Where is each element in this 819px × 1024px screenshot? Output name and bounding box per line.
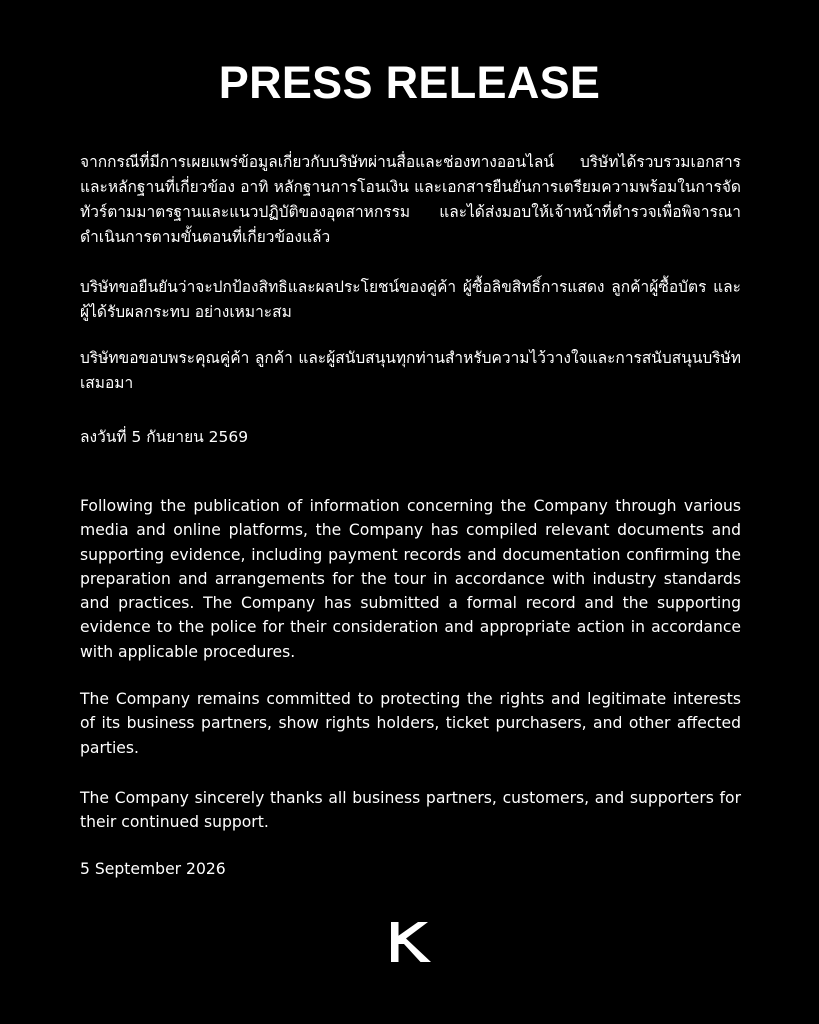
thai-paragraph-1: จากกรณีที่มีการเผยแพร่ข้อมูลเกี่ยวกับบริษัทผ่านสื่อและช่องทางออนไลน์ บริษัทได้รวบรวมเอกสารและหลักฐานที่เกี่ยวข้อง อาทิ หลักฐานการโอนเงิน และเอกสารยืนยันการเตรียมความพร้อมในการจัดทัวร์ตามมาตรฐานและแนวปฏิบัติของอุตสาหกรรม และได้ส่งมอบให้เจ้าหน้าที่ตำรวจเพื่อพิจารณาดำเนินการตามขั้นตอนที่เกี่ยวข้องแล้ว [80,153,741,246]
k-logo-arms [396,922,431,962]
english-paragraph-2: The Company remains committed to protecting the rights and legitimate interests of its business partners, show rights holders, ticket purchasers, and other affected parties. [80,690,741,757]
thai-paragraph-3: บริษัทขอขอบพระคุณคู่ค้า ลูกค้า และผู้สนับสนุนทุกท่านสำหรับความไว้วางใจและการสนับสนุนบริษัทเสมอมา [80,349,741,392]
english-paragraph-3: The Company sincerely thanks all business partners, customers, and supporters for their continued support. [80,789,741,832]
thai-date: ลงวันที่ 5 กันยายน 2569 [80,428,249,446]
english-paragraph-1: Following the publication of information concerning the Company through various media and online platforms, the Company has compiled relevant documents and supporting evidence, including payment records and documentation confirming the preparation and arrangements for the tour in accordance with industry standards and practices. The Company has submitted a formal record and the supporting evidence to the police for their consideration and appropriate action in accordance with applicable procedures. [80,497,741,661]
thai-paragraph-2: บริษัทขอยืนยันว่าจะปกป้องสิทธิและผลประโยชน์ของคู่ค้า ผู้ซื้อลิขสิทธิ์การแสดง ลูกค้าผู้ซื้อบัตร และผู้ได้รับผลกระทบ อย่างเหมาะสม [80,278,741,321]
k-logo-icon [391,922,431,962]
english-date: 5 September 2026 [80,860,226,878]
page-title: PRESS RELEASE [218,57,601,108]
